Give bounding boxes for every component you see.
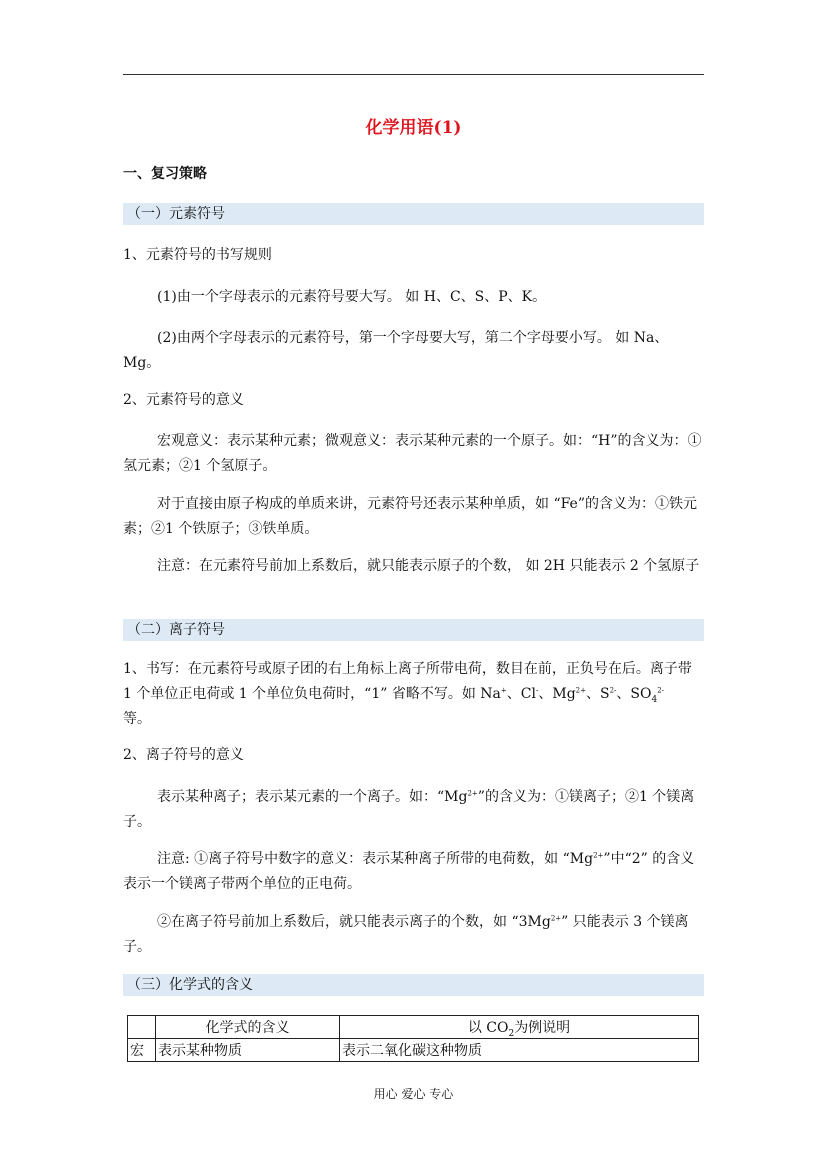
- paragraph: (2)由两个字母表示的元素符号，第一个字母要大写，第二个字母要小写。 如 Na、Mg。: [123, 330, 669, 371]
- subsection-header: （二）离子符号: [127, 622, 225, 638]
- text: ②在离子符号前加上系数后，就只能表示离子的个数，如 “3Mg: [157, 914, 551, 930]
- paragraph: 注意：在元素符号前加上系数后，就只能表示原子的个数， 如 2H 只能表示 2 个氢原子: [157, 558, 700, 574]
- subsection-band-1: [123, 203, 704, 225]
- charge: 2+: [575, 686, 586, 695]
- text: 注意: ①离子符号中数字的意义：表示某种离子所带的电荷数，如 “Mg: [157, 851, 594, 867]
- separator: 、: [506, 686, 521, 702]
- charge: 2-: [609, 686, 617, 695]
- ion-na: Na: [480, 686, 501, 702]
- item-title: 2、离子符号的意义: [123, 747, 244, 763]
- ion-so4: SO: [630, 686, 652, 702]
- table-cell: 表示二氧化碳这种物质: [340, 1039, 699, 1062]
- table-header: [340, 1016, 699, 1039]
- paragraph: 对于直接由原子构成的单质来讲，元素符号还表示某种单质，如 “Fe”的含义为：①铁元素；②1 个铁原子；③铁单质。: [123, 496, 697, 537]
- paragraph: 宏观意义：表示某种元素；微观意义：表示某种元素的一个原子。如：“H”的含义为：①氢元素；②1 个氢原子。: [123, 433, 702, 474]
- subscript: 4: [651, 694, 658, 705]
- page-footer: 用心 爱心 专心: [373, 1087, 454, 1101]
- table-cell: 宏: [128, 1039, 156, 1062]
- table-row: [128, 1039, 699, 1062]
- table-header-row: [128, 1016, 699, 1039]
- charge: +: [500, 686, 507, 695]
- ion-mg: Mg: [552, 686, 576, 702]
- charge: 2+: [467, 789, 478, 798]
- separator: 、: [585, 686, 600, 702]
- subscript: 2: [508, 1028, 515, 1039]
- item-title: 1、元素符号的书写规则: [123, 247, 272, 263]
- paragraph: [123, 785, 704, 835]
- text: ” 只能表示 3 个镁离子。: [123, 914, 689, 955]
- subsection-header: （一）元素符号: [127, 206, 225, 222]
- paragraph: (1)由一个字母表示的元素符号要大写。 如 H、C、S、P、K。: [157, 289, 547, 305]
- paragraph: [123, 657, 704, 732]
- item-title: 2、元素符号的意义: [123, 392, 244, 408]
- charge: 2+: [593, 851, 604, 860]
- header-rule: [123, 74, 704, 75]
- section-heading: 一、复习策略: [123, 166, 207, 182]
- table-cell: [128, 1016, 156, 1039]
- text: 等。: [123, 711, 151, 727]
- charge: 2+: [550, 914, 562, 923]
- subsection-header: （三）化学式的含义: [127, 977, 253, 993]
- charge: 2-: [657, 686, 665, 695]
- text: 以 CO: [467, 1020, 509, 1036]
- table-cell: 表示某种物质: [156, 1039, 340, 1062]
- subsection-band-2: [123, 619, 704, 641]
- subsection-band-3: [123, 974, 704, 996]
- paragraph: [123, 910, 704, 960]
- table-header: 化学式的含义: [156, 1016, 340, 1039]
- text: 表示某种离子；表示某元素的一个离子。如：“Mg: [157, 789, 468, 805]
- text: ”的含义为：①镁离子；②1 个镁离子。: [123, 789, 695, 830]
- text: 为例说明: [514, 1020, 571, 1036]
- paragraph: [123, 847, 704, 897]
- text: ”中“2” 的含义表示一个镁离子带两个单位的正电荷。: [123, 851, 695, 892]
- ion-cl: Cl: [520, 686, 536, 702]
- formula-meaning-table: [127, 1015, 699, 1062]
- charge: -: [535, 686, 539, 695]
- ion-s: S: [599, 686, 610, 702]
- page-title: 化学用语(1): [365, 118, 462, 138]
- text: 1、书写：在元素符号或原子团的右上角标上离子所带电荷，数目在前，正负号在后。离子带 1 个单位正电荷或 1 个单位负电荷时，“1” 省略不写。如: [123, 661, 692, 702]
- separator: 、: [538, 686, 553, 702]
- separator: 、: [616, 686, 631, 702]
